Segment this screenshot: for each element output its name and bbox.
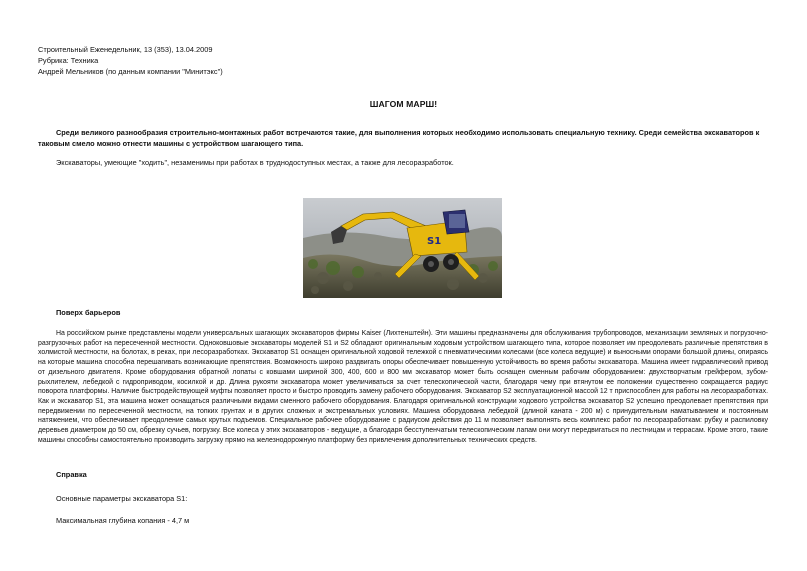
params-intro: Основные параметры экскаватора S1: bbox=[56, 494, 188, 503]
cab-window bbox=[449, 214, 465, 228]
excavator-photo bbox=[303, 198, 502, 298]
article-meta bbox=[38, 44, 223, 77]
excavator-illustration bbox=[303, 198, 502, 298]
section-body-barriers: На российском рынке представлены модели универсальных шагающих экскаваторов фирмы Kaiser (Лихтенштейн). Эти машины предназначены для обслуживания трубопроводов, механизации земляных и погрузочно-разгрузочных работ на пересеченной местности. Одноковшовые экскаваторы моделей S1 и S2 обладают оригинальным ходовым устройством шагающего типа, которое позволяет им преодолевать различные препятствия в холмистой местности, на болотах, в реках, при лесоразработках. Экскаватор S1 оснащен оригинальной ходовой тележкой с пневматическими колесами (все колеса ведущие) и выносными опорами большой длины, опираясь на которые машина способна перешагивать возникающие препятствия. Возможность широко раздвигать опоры обеспечивает повышенную устойчивость во время работы экскаватора. Машина имеет гидравлический привод от дизельного двигателя. Кроме оборудования обратной лопаты с ковшами шириной 300, 400, 600 и 800 мм экскаватор может быть оснащен сменным рабочим оборудованием: двухстворчатым грейфером, зубом-рыхлителем, лебедкой с гидроприводом, косилкой и др. Длина рукояти экскаватора может увеличиваться за счет телескопической части, благодаря чему при втянутом ее положении существенно сокращается радиус поворота платформы. Наличие быстродействующей муфты позволяет просто и быстро проводить замену рабочего оборудования. Экскаватор S2 эксплуатационной массой 12 т приспособлен для работы на лесоразработках. Как и экскаватор S1, эта машина может оснащаться различными видами сменного рабочего оборудования. Благодаря оригинальной конструкции ходового устройства экскаватор S2 успешно преодолевает препятствия при передвижении по пересеченной местности, на топких грунтах и в других сложных и экстремальных условиях. Машина оборудована лебедкой (длиной каната - 200 м) с принудительным наматыванием и постоянным натяжением, что обеспечивает преодоление самых крутых подъемов. Специальное рабочее оборудование с радиусом действия до 11 м позволяет выполнять весь комплекс работ по лесоразработкам: рубку и распиловку деревьев диаметром до 50 см, обрезку сучьев, погрузку. Все колеса у этих экскаваторов - ведущие, а благодаря бесступенчатым телескопическим лапам они могут передвигаться по лестницам и террасам. Кроме этого, такие машины способны самостоятельно производить загрузку прямо на железнодорожную платформу без привлечения дополнительных технических средств. bbox=[38, 330, 768, 444]
intro-paragraph: Экскаваторы, умеющие "ходить", незаменимы при работах в труднодоступных местах, а также для лесоразработок. bbox=[56, 158, 454, 167]
section-title-barriers: Поверх барьеров bbox=[56, 308, 121, 317]
article-lead: Среди великого разнообразия строительно-монтажных работ встречаются такие, для выполнения которых необходимо использовать специальную технику. Среди семейства экскаваторов к таковым смело можно отнести машины с устройством шагающего типа. bbox=[38, 128, 760, 148]
param-dig-depth: Максимальная глубина копания - 4,7 м bbox=[56, 516, 190, 525]
section-title-reference: Справка bbox=[56, 470, 87, 479]
publication-line: Строительный Еженедельник, 13 (353), 13.04.2009 bbox=[38, 45, 213, 54]
excavator-model-label: S1 bbox=[427, 236, 442, 247]
rubric-line: Рубрика: Техника bbox=[38, 56, 99, 65]
author-line: Андрей Мельников (по данным компании "Минитэкс") bbox=[38, 67, 223, 76]
article-title: ШАГОМ МАРШ! bbox=[369, 99, 438, 109]
